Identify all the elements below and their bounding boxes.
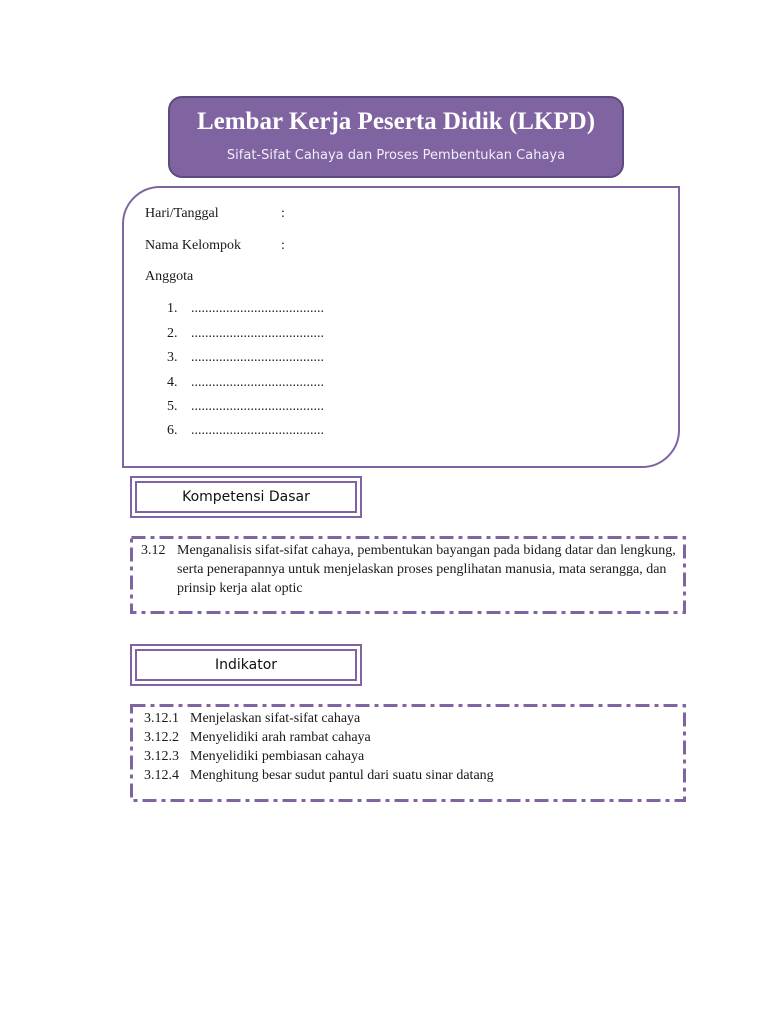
member-blank: ......................................	[191, 301, 324, 316]
indikator-list	[144, 709, 494, 785]
page-subtitle: Sifat-Sifat Cahaya dan Proses Pembentukan Cahaya	[226, 148, 566, 163]
field-label: Nama Kelompok	[145, 238, 242, 253]
field-nama-kelompok[interactable]	[145, 237, 285, 255]
member-number: 1.	[167, 301, 178, 316]
list-item	[144, 728, 494, 747]
member-number: 3.	[167, 350, 178, 365]
field-label: Hari/Tanggal	[145, 206, 219, 221]
member-blank: ......................................	[191, 375, 324, 390]
field-separator: :	[281, 206, 285, 221]
member-number: 4.	[167, 375, 178, 390]
field-separator: :	[281, 238, 285, 253]
indikator-code: 3.12.1	[144, 711, 179, 726]
member-number: 6.	[167, 423, 178, 438]
member-number: 5.	[167, 399, 178, 414]
list-item	[144, 766, 494, 785]
indikator-code: 3.12.3	[144, 749, 179, 764]
indikator-text: Menyelidiki pembiasan cahaya	[190, 749, 365, 764]
kompetensi-heading-box	[130, 476, 362, 518]
field-hari-tanggal[interactable]	[145, 205, 285, 223]
member-line-3[interactable]	[167, 349, 324, 367]
indikator-code: 3.12.4	[144, 768, 179, 783]
members-label: Anggota	[145, 269, 194, 284]
page-title: Lembar Kerja Peserta Didik (LKPD)	[196, 108, 596, 135]
list-item	[144, 709, 494, 728]
kompetensi-code: 3.12	[141, 543, 166, 558]
member-blank: ......................................	[191, 326, 324, 341]
member-blank: ......................................	[191, 350, 324, 365]
kompetensi-heading: Kompetensi Dasar	[135, 481, 357, 513]
list-item	[144, 747, 494, 766]
indikator-code: 3.12.2	[144, 730, 179, 745]
member-line-1[interactable]	[167, 300, 324, 318]
kompetensi-text: Menganalisis sifat-sifat cahaya, pembentukan bayangan pada bidang datar dan lengkung, serta penerapannya untuk menjelaskan proses penglihatan manusia, mata serangga, dan prinsip kerja alat optic	[177, 543, 676, 596]
indikator-text: Menyelidiki arah rambat cahaya	[190, 730, 371, 745]
member-line-2[interactable]	[167, 325, 324, 343]
member-line-6[interactable]	[167, 422, 324, 440]
indikator-text: Menjelaskan sifat-sifat cahaya	[190, 711, 361, 726]
indikator-heading: Indikator	[135, 649, 357, 681]
member-number: 2.	[167, 326, 178, 341]
header-banner	[168, 96, 624, 178]
kompetensi-item	[141, 541, 681, 598]
member-blank: ......................................	[191, 423, 324, 438]
member-blank: ......................................	[191, 399, 324, 414]
indikator-text: Menghitung besar sudut pantul dari suatu sinar datang	[190, 768, 494, 783]
member-line-4[interactable]	[167, 374, 324, 392]
member-line-5[interactable]	[167, 398, 324, 416]
indikator-heading-box	[130, 644, 362, 686]
